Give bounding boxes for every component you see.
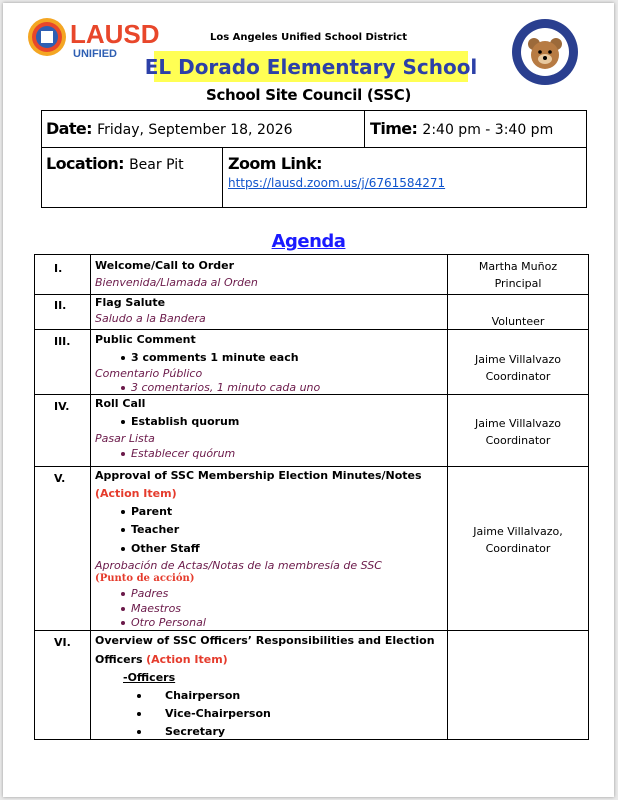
location-cell [46,154,184,173]
presenter: Jaime Villalvazo Coordinator [474,353,562,383]
agenda-table [34,254,589,740]
location-value: Bear Pit [129,157,184,173]
item-bullet-spanish: Maestros [121,602,181,615]
presenter: Volunteer [491,315,545,328]
item-title-spanish: Pasar Lista [95,432,155,445]
item-bullet: Chairperson [137,689,240,702]
meeting-info-table [41,110,587,208]
item-bullet: Vice-Chairperson [137,707,271,720]
item-title-spanish: Saludo a la Bandera [95,312,206,325]
item-number: I. [54,262,63,275]
zoom-cell [228,154,445,190]
item-bullet-spanish: Otro Personal [121,616,206,629]
item-title: Approval of SSC Membership Election Minutes/Notes [95,469,422,482]
item-number: IV. [54,400,70,413]
item-bullet: Teacher [121,523,179,536]
bear-mascot-logo [510,17,580,87]
item-bullet: Other Staff [121,542,200,555]
item-bullet-spanish: Establecer quórum [121,447,235,460]
item-title: Overview of SSC Officers’ Responsibilities and Election [95,634,435,647]
date-value: Friday, September 18, 2026 [97,122,293,138]
svg-text:UNIFIED: UNIFIED [73,48,117,60]
time-label: Time: [370,119,418,138]
presenter: Jaime Villalvazo Coordinator [474,417,562,447]
item-title-line2: Officers (Action Item) [95,653,228,666]
action-item-tag: (Action Item) [95,487,177,500]
officers-subheading: -Officers [123,671,176,684]
zoom-link[interactable]: https://lausd.zoom.us/j/6761584271 [228,176,446,190]
presenter: Martha Muñoz Principal [478,260,558,290]
time-cell [370,119,553,138]
item-bullet: Secretary [137,725,225,738]
item-bullet: Establish quorum [121,415,239,428]
item-number: V. [54,472,66,485]
item-title: Welcome/Call to Order [95,259,235,272]
zoom-label: Zoom Link: [228,154,322,173]
item-title-spanish: Aprobación de Actas/Notas de la membresía de SSC [95,559,382,572]
district-name: Los Angeles Unified School District [209,32,408,43]
item-number: II. [54,299,67,312]
item-title: Roll Call [95,397,146,410]
council-title: School Site Council (SSC) [205,86,412,104]
item-bullet: 3 comments 1 minute each [121,351,299,364]
item-number: VI. [54,636,71,649]
item-number: III. [54,335,71,348]
school-name-banner: EL Dorado Elementary School [154,51,468,82]
date-label: Date: [46,119,92,138]
action-item-tag-spanish: (Punto de acción) [95,573,195,584]
action-item-tag: (Action Item) [146,653,228,666]
item-bullet: Parent [121,505,172,518]
item-title: Public Comment [95,333,196,346]
item-bullet-spanish: 3 comentarios, 1 minuto cada uno [121,381,320,394]
time-value: 2:40 pm - 3:40 pm [422,122,554,138]
item-title-spanish: Bienvenida/Llamada al Orden [95,276,258,289]
document-page [3,3,614,797]
date-cell [46,119,293,138]
item-title-spanish: Comentario Público [95,367,203,380]
svg-text:LAUSD: LAUSD [70,19,160,49]
item-title: Flag Salute [95,296,166,309]
item-bullet-spanish: Padres [121,587,168,600]
presenter: Jaime Villalvazo, Coordinator [473,525,563,555]
agenda-title: Agenda [271,231,346,252]
location-label: Location: [46,154,124,173]
